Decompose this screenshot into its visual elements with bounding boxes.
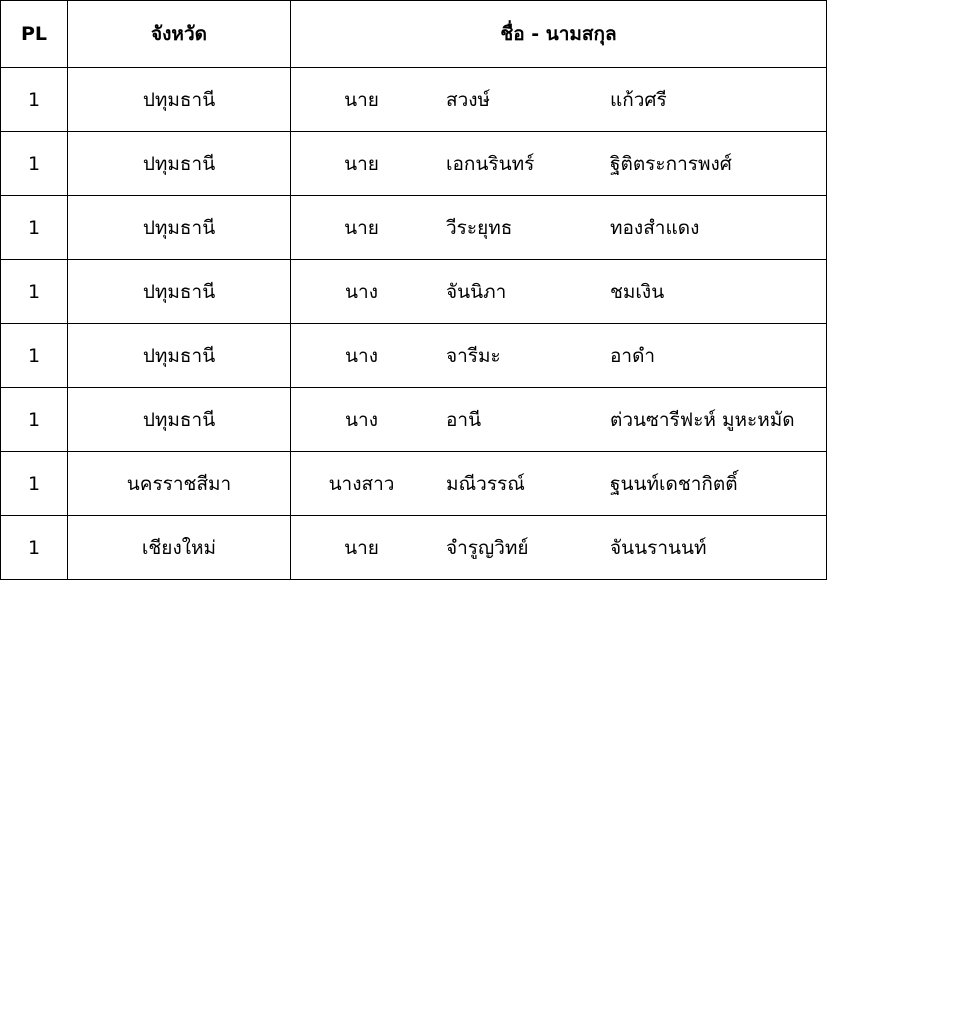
cell-province: ปทุมธานี (68, 324, 291, 388)
header-row (1, 1, 827, 68)
last-name: จันนรานนท์ (610, 536, 707, 559)
first-name: เอกนรินทร์ (446, 152, 535, 175)
header-pl: PL (1, 1, 68, 68)
cell-full-name (291, 260, 827, 324)
first-name: จันนิภา (446, 280, 507, 303)
cell-province: ปทุมธานี (68, 196, 291, 260)
name-prefix: นาย (344, 88, 379, 111)
table-row (1, 132, 827, 196)
roster-body (1, 68, 827, 580)
header-province: จังหวัด (68, 1, 291, 68)
cell-pl: 1 (1, 196, 68, 260)
last-name: ชมเงิน (610, 280, 665, 303)
cell-full-name (291, 196, 827, 260)
last-name: อาดำ (610, 344, 656, 367)
name-parts (291, 324, 826, 387)
last-name: ต่วนซารีฟะห์ มูหะหมัด (610, 408, 795, 431)
first-name: อานี (446, 408, 482, 431)
cell-pl: 1 (1, 324, 68, 388)
cell-pl: 1 (1, 132, 68, 196)
first-name: มณีวรรณ์ (446, 472, 525, 495)
name-prefix: นาง (345, 408, 378, 431)
name-parts (291, 516, 826, 579)
name-prefix: นาง (345, 344, 378, 367)
table-row (1, 388, 827, 452)
cell-province: ปทุมธานี (68, 68, 291, 132)
name-prefix: นาย (344, 216, 379, 239)
first-name: จำรูญวิทย์ (446, 536, 529, 559)
roster-table (0, 0, 827, 580)
last-name: ทองสำแดง (610, 216, 700, 239)
table-row (1, 516, 827, 580)
cell-pl: 1 (1, 452, 68, 516)
cell-province: ปทุมธานี (68, 132, 291, 196)
name-prefix: นาง (345, 280, 378, 303)
cell-full-name (291, 452, 827, 516)
name-parts (291, 388, 826, 451)
header-name: ชื่อ - นามสกุล (291, 1, 827, 68)
cell-full-name (291, 68, 827, 132)
table-row (1, 452, 827, 516)
cell-full-name (291, 516, 827, 580)
name-prefix: นางสาว (328, 472, 395, 495)
cell-province: ปทุมธานี (68, 260, 291, 324)
table-row (1, 196, 827, 260)
table-row (1, 324, 827, 388)
name-prefix: นาย (344, 152, 379, 175)
cell-full-name (291, 324, 827, 388)
cell-pl: 1 (1, 388, 68, 452)
table-row (1, 260, 827, 324)
name-parts (291, 132, 826, 195)
cell-province: นครราชสีมา (68, 452, 291, 516)
first-name: จารีมะ (446, 344, 501, 367)
cell-province: เชียงใหม่ (68, 516, 291, 580)
name-prefix: นาย (344, 536, 379, 559)
cell-pl: 1 (1, 68, 68, 132)
cell-pl: 1 (1, 260, 68, 324)
cell-full-name (291, 132, 827, 196)
last-name: ฐิติตระการพงศ์ (610, 152, 732, 175)
table-row (1, 68, 827, 132)
name-parts (291, 260, 826, 323)
last-name: ฐนนท์เดชากิตติ์ (610, 472, 738, 495)
cell-pl: 1 (1, 516, 68, 580)
cell-full-name (291, 388, 827, 452)
name-parts (291, 452, 826, 515)
last-name: แก้วศรี (610, 88, 667, 111)
name-parts (291, 68, 826, 131)
name-parts (291, 196, 826, 259)
first-name: วีระยุทธ (446, 216, 513, 239)
cell-province: ปทุมธานี (68, 388, 291, 452)
first-name: สวงษ์ (446, 88, 491, 111)
